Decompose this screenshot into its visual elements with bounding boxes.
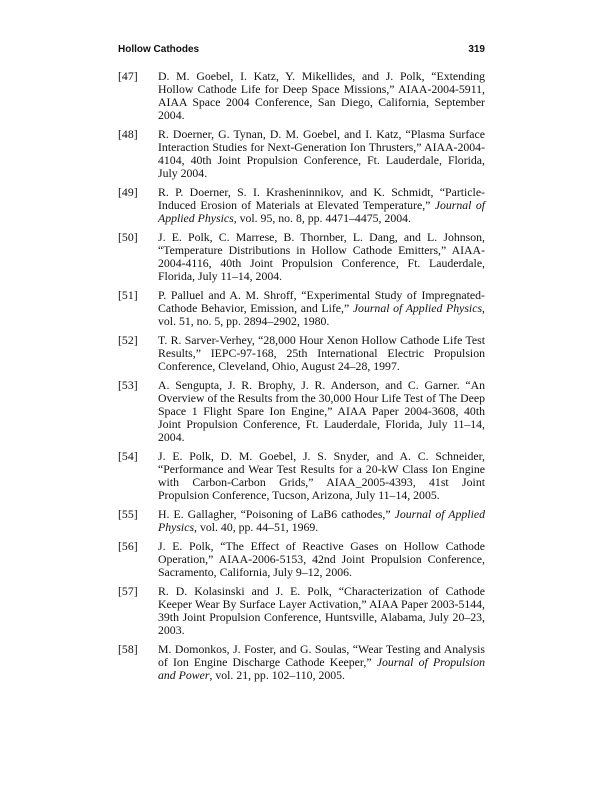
- reference-entry: [118, 379, 485, 444]
- reference-text: J. E. Polk, C. Marrese, B. Thornber, L. Dang, and L. Johnson, “Temperature Distributions in Hollow Cathode Emitters,” AIAA-2004-4116, 40th Joint Propulsion Conference, Ft. Lauderdale, Florida, July 11–14, 2004.: [158, 230, 485, 283]
- reference-text: M. Domonkos, J. Foster, and G. Soulas, “Wear Testing and Analysis of Ion Engine Discharge Cathode Keeper,”: [158, 642, 485, 669]
- reference-entry: [118, 585, 485, 637]
- reference-text: H. E. Gallagher, “Poisoning of LaB6 cathodes,”: [158, 507, 395, 521]
- reference-number: [57]: [118, 584, 138, 598]
- reference-text: T. R. Sarver-Verhey, “28,000 Hour Xenon Hollow Cathode Life Test Results,” IEPC-97-168, 25th International Electric Propulsion Conference, Cleveland, Ohio, August 24–28, 1997.: [158, 333, 485, 373]
- reference-entry: [118, 508, 485, 534]
- journal-name: Journal of Applied Physics: [352, 301, 483, 315]
- reference-text: R. D. Kolasinski and J. E. Polk, “Characterization of Cathode Keeper Wear By Surface Layer Activation,” AIAA Paper 2003-5144, 39th Joint Propulsion Conference, Huntsville, Alabama, July 20–23, 2003.: [158, 584, 485, 637]
- reference-number: [53]: [118, 378, 138, 392]
- reference-entry: [118, 289, 485, 328]
- reference-number: [49]: [118, 185, 138, 199]
- reference-entry: [118, 70, 485, 122]
- reference-text: P. Palluel and A. M. Shroff, “Experimental Study of Impregnated-Cathode Behavior, Emission, and Life,”: [158, 288, 485, 315]
- reference-number: [54]: [118, 449, 138, 463]
- reference-text: J. E. Polk, D. M. Goebel, J. S. Snyder, and A. C. Schneider, “Performance and Wear Test Results for a 20-kW Class Ion Engine with Carbon-Carbon Grids,” AIAA_2005-4393, 41st Joint Propulsion Conference, Tucson, Arizona, July 11–14, 2005.: [158, 449, 485, 502]
- page-number: 319: [468, 44, 485, 55]
- reference-number: [51]: [118, 288, 138, 302]
- reference-number: [52]: [118, 333, 138, 347]
- running-header: [118, 44, 485, 55]
- reference-entry: [118, 128, 485, 180]
- reference-entry: [118, 540, 485, 579]
- reference-text: J. E. Polk, “The Effect of Reactive Gases on Hollow Cathode Operation,” AIAA-2006-5153, 42nd Joint Propulsion Conference, Sacramento, California, July 9–12, 2006.: [158, 539, 485, 579]
- reference-text: R. P. Doerner, S. I. Krasheninnikov, and K. Schmidt, “Particle-Induced Erosion of Materials at Elevated Temperature,”: [158, 185, 485, 212]
- reference-text: R. Doerner, G. Tynan, D. M. Goebel, and I. Katz, “Plasma Surface Interaction Studies for Next-Generation Ion Thrusters,” AIAA-2004-4104, 40th Joint Propulsion Conference, Ft. Lauderdale, Florida, July 2004.: [158, 127, 485, 180]
- reference-number: [47]: [118, 69, 138, 83]
- reference-number: [50]: [118, 230, 138, 244]
- reference-entry: [118, 643, 485, 682]
- reference-text: D. M. Goebel, I. Katz, Y. Mikellides, and J. Polk, “Extending Hollow Cathode Life for Deep Space Missions,” AIAA-2004-5911, AIAA Space 2004 Conference, San Diego, California, September 2004.: [158, 69, 485, 122]
- reference-text: , vol. 21, pp. 102–110, 2005.: [209, 668, 346, 682]
- reference-number: [58]: [118, 642, 138, 656]
- reference-list: [118, 70, 485, 688]
- reference-entry: [118, 231, 485, 283]
- reference-number: [55]: [118, 507, 138, 521]
- reference-entry: [118, 186, 485, 225]
- journal-name: Journal of Applied Physics: [158, 198, 485, 225]
- reference-text: A. Sengupta, J. R. Brophy, J. R. Anderson, and C. Garner. “An Overview of the Results from the 30,000 Hour Life Test of The Deep Space 1 Flight Spare Ion Engine,” AIAA Paper 2004-3608, 40th Joint Propulsion Conference, Ft. Lauderdale, Florida, July 11–14, 2004.: [158, 378, 485, 444]
- chapter-title: Hollow Cathodes: [118, 44, 200, 55]
- reference-number: [48]: [118, 127, 138, 141]
- journal-name: Journal of Applied Physics: [158, 507, 485, 534]
- reference-text: , vol. 40, pp. 44–51, 1969.: [194, 520, 319, 534]
- reference-entry: [118, 450, 485, 502]
- reference-entry: [118, 334, 485, 373]
- reference-text: , vol. 51, no. 5, pp. 2894–2902, 1980.: [158, 301, 485, 328]
- reference-text: , vol. 95, no. 8, pp. 4471–4475, 2004.: [233, 211, 411, 225]
- journal-name: Journal of Propulsion and Power: [158, 655, 485, 682]
- reference-number: [56]: [118, 539, 138, 553]
